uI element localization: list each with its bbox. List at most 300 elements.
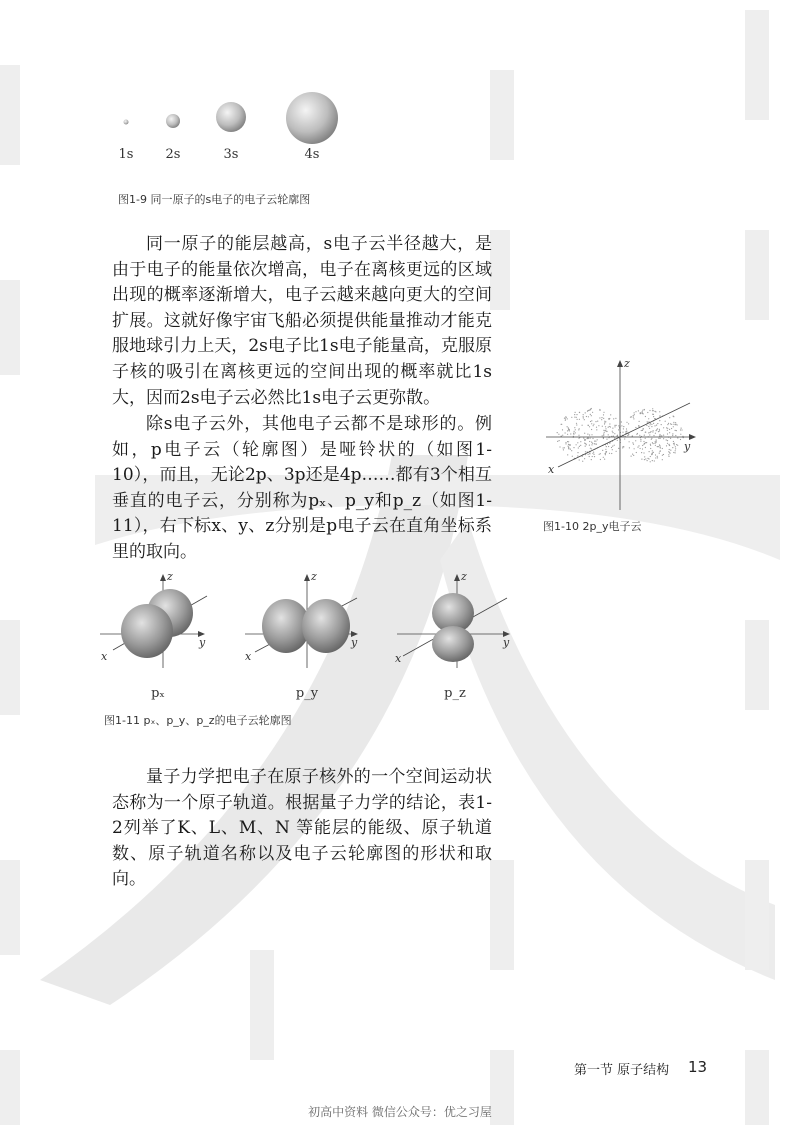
cloud-dot: [629, 447, 630, 448]
cloud-dot: [564, 418, 565, 419]
cloud-dot: [613, 418, 614, 419]
cloud-dot: [633, 415, 634, 416]
cloud-dot: [567, 426, 568, 427]
cloud-dot: [572, 456, 573, 457]
cloud-dot: [680, 434, 681, 435]
cloud-dot: [643, 452, 644, 453]
cloud-dot: [670, 438, 671, 439]
cloud-dot: [596, 429, 597, 430]
figure-1-10-caption: 图1-10 2p_y电子云: [543, 520, 642, 533]
px-label: pₓ: [151, 686, 165, 701]
cloud-dot: [675, 422, 676, 423]
cloud-dot: [656, 430, 657, 431]
cloud-dot: [584, 433, 585, 434]
cloud-dot: [673, 416, 674, 417]
cloud-dot: [644, 443, 645, 444]
cloud-dot: [672, 435, 673, 436]
cloud-dot: [571, 450, 572, 451]
cloud-dot: [576, 444, 577, 445]
cloud-dot: [591, 415, 592, 416]
cloud-dot: [592, 453, 593, 454]
axis-z-label: z: [311, 570, 317, 583]
cloud-dot: [632, 454, 633, 455]
cloud-dot: [646, 425, 647, 426]
cloud-dot: [564, 447, 565, 448]
cloud-dot: [589, 445, 590, 446]
cloud-dot: [651, 454, 652, 455]
py-label: p_y: [295, 686, 319, 701]
cloud-dot: [603, 430, 604, 431]
cloud-dot: [673, 422, 674, 423]
cloud-dot: [583, 414, 584, 415]
cloud-dot: [622, 432, 623, 433]
cloud-dot: [644, 435, 645, 436]
cloud-dot: [642, 448, 643, 449]
cloud-dot: [613, 436, 614, 437]
cloud-dot: [649, 434, 650, 435]
cloud-dot: [584, 443, 585, 444]
pz-label: p_z: [444, 686, 466, 701]
cloud-dot: [593, 452, 594, 453]
cloud-dot: [589, 453, 590, 454]
cloud-dot: [667, 430, 668, 431]
cloud-dot: [643, 441, 644, 442]
cloud-dot: [606, 431, 607, 432]
cloud-dot: [631, 456, 632, 457]
cloud-dot: [628, 423, 629, 424]
cloud-dot: [579, 446, 580, 447]
cloud-dot: [591, 444, 592, 445]
cloud-dot: [666, 439, 667, 440]
cloud-dot: [659, 434, 660, 435]
cloud-dot: [649, 428, 650, 429]
cloud-dot: [659, 420, 660, 421]
cloud-dot: [633, 417, 634, 418]
cloud-dot: [596, 427, 597, 428]
cloud-dot: [655, 454, 656, 455]
orbital-1s-sphere: [124, 120, 129, 125]
cloud-dot: [672, 433, 673, 434]
cloud-dot: [650, 431, 651, 432]
cloud-dot: [657, 428, 658, 429]
cloud-dot: [677, 424, 678, 425]
cloud-dot: [582, 456, 583, 457]
cloud-dot: [656, 439, 657, 440]
cloud-dot: [651, 426, 652, 427]
cloud-dot: [659, 411, 660, 412]
cloud-dot: [612, 446, 613, 447]
cloud-dot: [577, 419, 578, 420]
paragraph-s-cloud: 同一原子的能层越高，s电子云半径越大，是由于电子的能量依次增高，电子在离核更远的区域出现的概率逐渐增大，电子云越来越向更大的空间扩展。这就好像宇宙飞船必须提供能量推动才能克服地球引力上天，2s电子比1s电子能量高，克服原子核的吸引在离核更远的空间出现的概率就比1s大，因而2s电子云必然比1s电子云更弥散。: [112, 234, 492, 408]
cloud-dot: [590, 448, 591, 449]
cloud-dot: [563, 449, 564, 450]
axis-y-label: y: [199, 636, 206, 649]
cloud-dot: [653, 430, 654, 431]
cloud-dot: [650, 445, 651, 446]
cloud-dot: [617, 440, 618, 441]
cloud-dot: [659, 435, 660, 436]
cloud-dot: [606, 451, 607, 452]
cloud-dot: [591, 459, 592, 460]
cloud-dot: [655, 433, 656, 434]
orbital-label: 2s: [165, 147, 181, 162]
cloud-dot: [618, 429, 619, 430]
cloud-dot: [604, 423, 605, 424]
cloud-dot: [669, 449, 670, 450]
cloud-dot: [675, 424, 676, 425]
cloud-dot: [595, 441, 596, 442]
cloud-dot: [663, 435, 664, 436]
cloud-dot: [654, 443, 655, 444]
cloud-dot: [605, 449, 606, 450]
cloud-dot: [562, 435, 563, 436]
cloud-dot: [612, 431, 613, 432]
cloud-dot: [589, 434, 590, 435]
cloud-dot: [638, 445, 639, 446]
cloud-dot: [587, 425, 588, 426]
cloud-dot: [634, 412, 635, 413]
cloud-dot: [603, 457, 604, 458]
cloud-dot: [599, 410, 600, 411]
footer-note: 初高中资料 微信公众号：优之习屋: [308, 1105, 492, 1119]
cloud-dot: [605, 453, 606, 454]
cloud-dot: [641, 459, 642, 460]
cloud-dot: [653, 443, 654, 444]
cloud-dot: [608, 446, 609, 447]
cloud-dot: [665, 421, 666, 422]
cloud-dot: [632, 435, 633, 436]
cloud-dot: [565, 420, 566, 421]
cloud-dot: [673, 424, 674, 425]
cloud-dot: [623, 446, 624, 447]
cloud-dot: [567, 418, 568, 419]
cloud-dot: [641, 430, 642, 431]
cloud-dot: [583, 417, 584, 418]
cloud-dot: [611, 453, 612, 454]
cloud-dot: [635, 440, 636, 441]
cloud-dot: [669, 432, 670, 433]
cloud-dot: [614, 433, 615, 434]
cloud-dot: [557, 432, 558, 433]
cloud-dot: [653, 435, 654, 436]
cloud-dot: [602, 426, 603, 427]
cloud-dot: [578, 429, 579, 430]
cloud-dot: [661, 424, 662, 425]
cloud-dot: [574, 431, 575, 432]
cloud-dot: [576, 414, 577, 415]
cloud-dot: [562, 429, 563, 430]
cloud-dot: [605, 454, 606, 455]
cloud-dot: [658, 431, 659, 432]
axis-z-label: z: [624, 357, 630, 370]
cloud-dot: [592, 438, 593, 439]
cloud-dot: [657, 423, 658, 424]
cloud-dot: [643, 413, 644, 414]
cloud-dot: [670, 450, 671, 451]
cloud-dot: [590, 414, 591, 415]
cloud-dot: [651, 424, 652, 425]
cloud-dot: [648, 426, 649, 427]
cloud-dot: [589, 441, 590, 442]
cloud-dot: [586, 444, 587, 445]
cloud-dot: [675, 448, 676, 449]
cloud-dot: [591, 434, 592, 435]
pz-orbital: [395, 570, 510, 668]
cloud-dot: [648, 418, 649, 419]
cloud-dot: [673, 452, 674, 453]
cloud-dot: [604, 459, 605, 460]
cloud-dot: [603, 435, 604, 436]
cloud-dot: [606, 446, 607, 447]
axis-y-label: y: [684, 440, 691, 453]
cloud-dot: [565, 416, 566, 417]
cloud-dot: [631, 416, 632, 417]
cloud-dot: [583, 416, 584, 417]
axis-z-label: z: [167, 570, 173, 583]
figure-1-9-caption: 图1-9 同一原子的s电子的电子云轮廓图: [118, 193, 311, 206]
cloud-dot: [570, 433, 571, 434]
cloud-dot: [616, 425, 617, 426]
cloud-dot: [599, 417, 600, 418]
cloud-dot: [623, 426, 624, 427]
cloud-dot: [618, 448, 619, 449]
cloud-dot: [596, 444, 597, 445]
cloud-dot: [588, 416, 589, 417]
cloud-dot: [675, 450, 676, 451]
cloud-dot: [591, 420, 592, 421]
cloud-dot: [648, 432, 649, 433]
cloud-dot: [615, 418, 616, 419]
cloud-dot: [599, 454, 600, 455]
orbital-3s-sphere: [216, 102, 246, 132]
cloud-dot: [657, 456, 658, 457]
cloud-dot: [669, 444, 670, 445]
cloud-dot: [652, 450, 653, 451]
orbital-2s-sphere: [166, 114, 180, 128]
cloud-dot: [644, 409, 645, 410]
figure-1-10-py-cloud: [540, 355, 710, 515]
cloud-dot: [584, 419, 585, 420]
orbital-label: 3s: [223, 147, 239, 162]
cloud-dot: [662, 455, 663, 456]
cloud-dot: [673, 443, 674, 444]
cloud-dot: [604, 421, 605, 422]
cloud-dot: [604, 432, 605, 433]
cloud-dot: [652, 408, 653, 409]
cloud-dot: [612, 449, 613, 450]
cloud-dot: [614, 426, 615, 427]
cloud-dot: [606, 439, 607, 440]
cloud-dot: [659, 445, 660, 446]
cloud-dot: [621, 425, 622, 426]
axis-x-label: x: [395, 652, 402, 665]
cloud-dot: [621, 421, 622, 422]
cloud-dot: [640, 439, 641, 440]
paragraph-atomic-orbital: 量子力学把电子在原子核外的一个空间运动状态称为一个原子轨道。根据量子力学的结论，表1-2列举了K、L、M、N 等能层的能级、原子轨道数、原子轨道名称以及电子云轮廓图的形状和取向。: [112, 767, 492, 890]
cloud-dot: [638, 410, 639, 411]
orbital-4s-sphere: [286, 92, 338, 144]
cloud-dot: [604, 422, 605, 423]
cloud-dot: [671, 424, 672, 425]
cloud-dot: [654, 418, 655, 419]
cloud-dot: [642, 430, 643, 431]
cloud-dot: [580, 441, 581, 442]
cloud-dot: [593, 424, 594, 425]
cloud-dot: [587, 410, 588, 411]
cloud-dot: [650, 456, 651, 457]
cloud-dot: [583, 438, 584, 439]
cloud-dot: [614, 438, 615, 439]
cloud-dot: [647, 421, 648, 422]
cloud-dot: [578, 447, 579, 448]
cloud-dot: [650, 444, 651, 445]
cloud-dot: [671, 428, 672, 429]
cloud-dot: [649, 451, 650, 452]
cloud-dot: [577, 442, 578, 443]
axis-z-label: z: [461, 570, 467, 583]
cloud-dot: [587, 438, 588, 439]
cloud-dot: [633, 444, 634, 445]
cloud-dot: [605, 421, 606, 422]
cloud-dot: [573, 434, 574, 435]
cloud-dot: [663, 438, 664, 439]
cloud-dot: [580, 445, 581, 446]
cloud-dot: [659, 453, 660, 454]
cloud-dot: [575, 432, 576, 433]
cloud-dot: [663, 454, 664, 455]
cloud-dot: [647, 458, 648, 459]
cloud-dot: [650, 432, 651, 433]
cloud-dot: [669, 445, 670, 446]
cloud-dot: [571, 417, 572, 418]
cloud-dot: [668, 423, 669, 424]
cloud-dot: [603, 414, 604, 415]
cloud-dot: [565, 418, 566, 419]
cloud-dot: [659, 430, 660, 431]
cloud-dot: [591, 423, 592, 424]
cloud-dot: [674, 444, 675, 445]
cloud-dot: [585, 412, 586, 413]
cloud-dot: [652, 460, 653, 461]
cloud-dot: [635, 427, 636, 428]
cloud-dot: [645, 416, 646, 417]
cloud-dot: [579, 412, 580, 413]
cloud-dot: [637, 447, 638, 448]
cloud-dot: [567, 454, 568, 455]
cloud-dot: [662, 448, 663, 449]
cloud-dot: [675, 435, 676, 436]
cloud-dot: [594, 441, 595, 442]
cloud-dot: [628, 434, 629, 435]
cloud-dot: [579, 459, 580, 460]
cloud-dot: [568, 444, 569, 445]
cloud-dot: [653, 416, 654, 417]
cloud-dot: [654, 460, 655, 461]
cloud-dot: [587, 434, 588, 435]
cloud-dot: [585, 439, 586, 440]
axis-x-label: x: [245, 650, 252, 663]
cloud-dot: [557, 441, 558, 442]
cloud-dot: [649, 410, 650, 411]
cloud-dot: [582, 425, 583, 426]
cloud-dot: [589, 456, 590, 457]
cloud-dot: [609, 426, 610, 427]
cloud-dot: [585, 446, 586, 447]
cloud-dot: [593, 425, 594, 426]
cloud-dot: [603, 433, 604, 434]
cloud-dot: [639, 435, 640, 436]
cloud-dot: [570, 445, 571, 446]
cloud-dot: [578, 435, 579, 436]
cloud-dot: [592, 412, 593, 413]
paragraph-p-cloud: 除s电子云外，其他电子云都不是球形的。例如，p电子云（轮廓图）是哑铃状的（如图1-10），而且，无论2p、3p还是4p……都有3个相互垂直的电子云，分别称为pₓ、p_y和p_z（如图1-11），右下标x、y、z分别是p电子云在直角坐标系里的取向。: [112, 414, 492, 562]
cloud-dot: [650, 424, 651, 425]
cloud-dot: [626, 428, 627, 429]
cloud-dot: [579, 428, 580, 429]
cloud-dot: [662, 459, 663, 460]
axis-y-label: y: [503, 636, 510, 649]
cloud-dot: [605, 430, 606, 431]
cloud-dot: [565, 443, 566, 444]
cloud-dot: [559, 440, 560, 441]
cloud-dot: [565, 432, 566, 433]
cloud-dot: [660, 438, 661, 439]
cloud-dot: [653, 410, 654, 411]
cloud-dot: [645, 458, 646, 459]
cloud-dot: [594, 456, 595, 457]
cloud-dot: [633, 455, 634, 456]
cloud-dot: [576, 423, 577, 424]
axis-x-label: x: [101, 650, 108, 663]
cloud-dot: [681, 429, 682, 430]
cloud-dot: [610, 426, 611, 427]
px-orbital: [100, 570, 207, 668]
cloud-dot: [600, 459, 601, 460]
axis-x-label: x: [548, 463, 555, 476]
cloud-dot: [655, 457, 656, 458]
cloud-dot: [600, 453, 601, 454]
cloud-dot: [585, 443, 586, 444]
cloud-dot: [667, 428, 668, 429]
cloud-dot: [669, 429, 670, 430]
cloud-dot: [643, 429, 644, 430]
cloud-dot: [577, 452, 578, 453]
cloud-dot: [595, 421, 596, 422]
cloud-dot: [673, 426, 674, 427]
cloud-dot: [605, 426, 606, 427]
cloud-dot: [641, 452, 642, 453]
page-number: 13: [688, 1058, 708, 1076]
cloud-dot: [617, 435, 618, 436]
cloud-dot: [659, 451, 660, 452]
cloud-dot: [609, 453, 610, 454]
cloud-dot: [650, 448, 651, 449]
cloud-dot: [672, 447, 673, 448]
cloud-dot: [602, 435, 603, 436]
cloud-dot: [626, 431, 627, 432]
cloud-dot: [611, 447, 612, 448]
cloud-dot: [610, 414, 611, 415]
cloud-dot: [642, 412, 643, 413]
cloud-dot: [642, 445, 643, 446]
cloud-dot: [681, 428, 682, 429]
cloud-dot: [609, 423, 610, 424]
cloud-dot: [663, 427, 664, 428]
cloud-dot: [645, 438, 646, 439]
cloud-dot: [593, 454, 594, 455]
cloud-dot: [650, 423, 651, 424]
cloud-dot: [574, 414, 575, 415]
